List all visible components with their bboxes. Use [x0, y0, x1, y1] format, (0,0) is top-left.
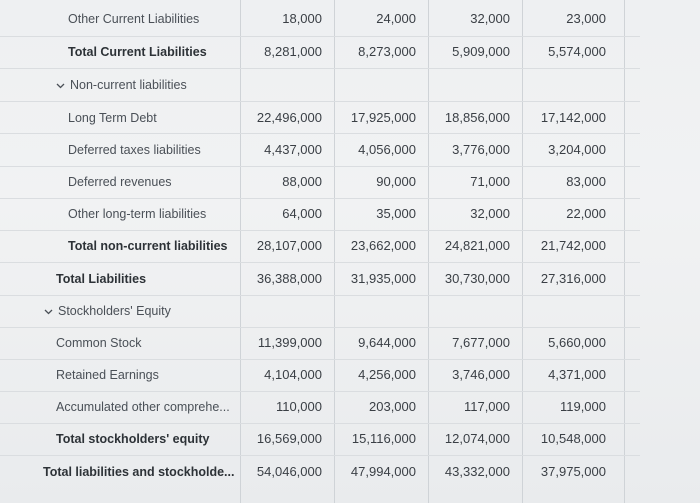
row-label: Total Liabilities: [56, 272, 147, 286]
row-label: Other Current Liabilities: [68, 12, 200, 26]
table-cell: 5,660,000: [548, 335, 606, 350]
table-row-long-term-debt: [0, 102, 700, 134]
table-cell: 4,104,000: [264, 367, 322, 382]
table-row-other-current-liabilities: [0, 3, 700, 35]
table-row-common-stock: [0, 327, 700, 359]
table-row-total-liabilities: [0, 263, 700, 295]
row-label: Common Stock: [56, 336, 142, 350]
table-cell: 5,909,000: [452, 44, 510, 59]
row-label: Long Term Debt: [68, 111, 157, 125]
table-cell: 64,000: [282, 206, 322, 221]
table-cell: 22,000: [566, 206, 606, 221]
table-cell: 3,776,000: [452, 142, 510, 157]
table-cell: 54,046,000: [256, 464, 322, 479]
section-label: [56, 69, 187, 101]
table-cell: 37,975,000: [540, 464, 606, 479]
table-cell: 36,388,000: [256, 271, 322, 286]
table-row-accumulated-other-comprehensive: [0, 391, 700, 423]
table-cell: 117,000: [463, 399, 510, 414]
chevron-down-icon: [56, 71, 66, 103]
table-cell: 47,994,000: [350, 464, 416, 479]
row-label: Deferred revenues: [68, 175, 172, 189]
row-label: Total Current Liabilities: [68, 45, 207, 59]
table-cell: 17,142,000: [540, 110, 606, 125]
table-cell: 9,644,000: [358, 335, 416, 350]
row-label: Deferred taxes liabilities: [68, 143, 201, 157]
table-cell: 7,677,000: [452, 335, 510, 350]
table-cell: 90,000: [376, 174, 416, 189]
table-cell: 4,437,000: [264, 142, 322, 157]
table-cell: 17,925,000: [350, 110, 416, 125]
table-cell: 4,256,000: [358, 367, 416, 382]
table-cell: 119,000: [559, 399, 606, 414]
table-row-deferred-revenues: [0, 166, 700, 198]
table-cell: 15,116,000: [351, 431, 416, 446]
table-cell: 23,000: [566, 11, 606, 26]
table-cell: 110,000: [275, 399, 322, 414]
table-cell: 10,548,000: [540, 431, 606, 446]
table-cell: 27,316,000: [540, 271, 606, 286]
row-label: Accumulated other comprehe...: [56, 400, 230, 414]
row-label: Total non-current liabilities: [68, 239, 228, 253]
row-label: Other long-term liabilities: [68, 207, 207, 221]
table-cell: 23,662,000: [350, 238, 416, 253]
table-cell: 5,574,000: [548, 44, 606, 59]
table-cell: 3,204,000: [548, 142, 606, 157]
table-row-deferred-taxes-liabilities: [0, 134, 700, 166]
table-cell: 24,000: [376, 11, 416, 26]
table-cell: 22,496,000: [256, 110, 322, 125]
table-cell: 24,821,000: [444, 238, 510, 253]
table-cell: 28,107,000: [256, 238, 322, 253]
row-label: Total stockholders' equity: [56, 432, 210, 446]
table-cell: 18,000: [282, 11, 322, 26]
table-cell: 83,000: [566, 174, 606, 189]
table-cell: 71,000: [470, 174, 510, 189]
table-cell: 32,000: [470, 11, 510, 26]
table-cell: 12,074,000: [444, 431, 510, 446]
table-cell: 31,935,000: [350, 271, 416, 286]
table-row-other-long-term-liabilities: [0, 198, 700, 230]
table-row-total-non-current-liabilities: [0, 230, 700, 262]
table-cell: 8,273,000: [358, 44, 416, 59]
table-cell: 11,399,000: [257, 335, 322, 350]
section-toggle-non-current-liabilities[interactable]: [0, 69, 700, 101]
table-cell: 35,000: [376, 206, 416, 221]
chevron-down-icon: [44, 297, 54, 329]
table-row-retained-earnings: [0, 359, 700, 391]
table-cell: 4,371,000: [548, 367, 606, 382]
section-label-text: Non-current liabilities: [70, 78, 187, 92]
table-cell: 203,000: [369, 399, 416, 414]
row-label: Total liabilities and stockholde...: [43, 465, 235, 479]
section-label: [44, 295, 171, 327]
table-cell: 3,746,000: [452, 367, 510, 382]
table-row-total-liabilities-and-stockholders-equity: [0, 456, 700, 488]
section-label-text: Stockholders' Equity: [58, 304, 171, 318]
table-cell: 4,056,000: [358, 142, 416, 157]
table-cell: 43,332,000: [444, 464, 510, 479]
table-cell: 88,000: [282, 174, 322, 189]
table-cell: 21,742,000: [540, 238, 606, 253]
table-cell: 30,730,000: [444, 271, 510, 286]
row-label: Retained Earnings: [56, 368, 159, 382]
table-cell: 32,000: [470, 206, 510, 221]
table-cell: 18,856,000: [444, 110, 510, 125]
table-row-total-current-liabilities: [0, 36, 700, 68]
table-cell: 8,281,000: [264, 44, 322, 59]
section-toggle-stockholders-equity[interactable]: [0, 295, 700, 327]
table-cell: 16,569,000: [256, 431, 322, 446]
table-row-total-stockholders-equity: [0, 423, 700, 455]
